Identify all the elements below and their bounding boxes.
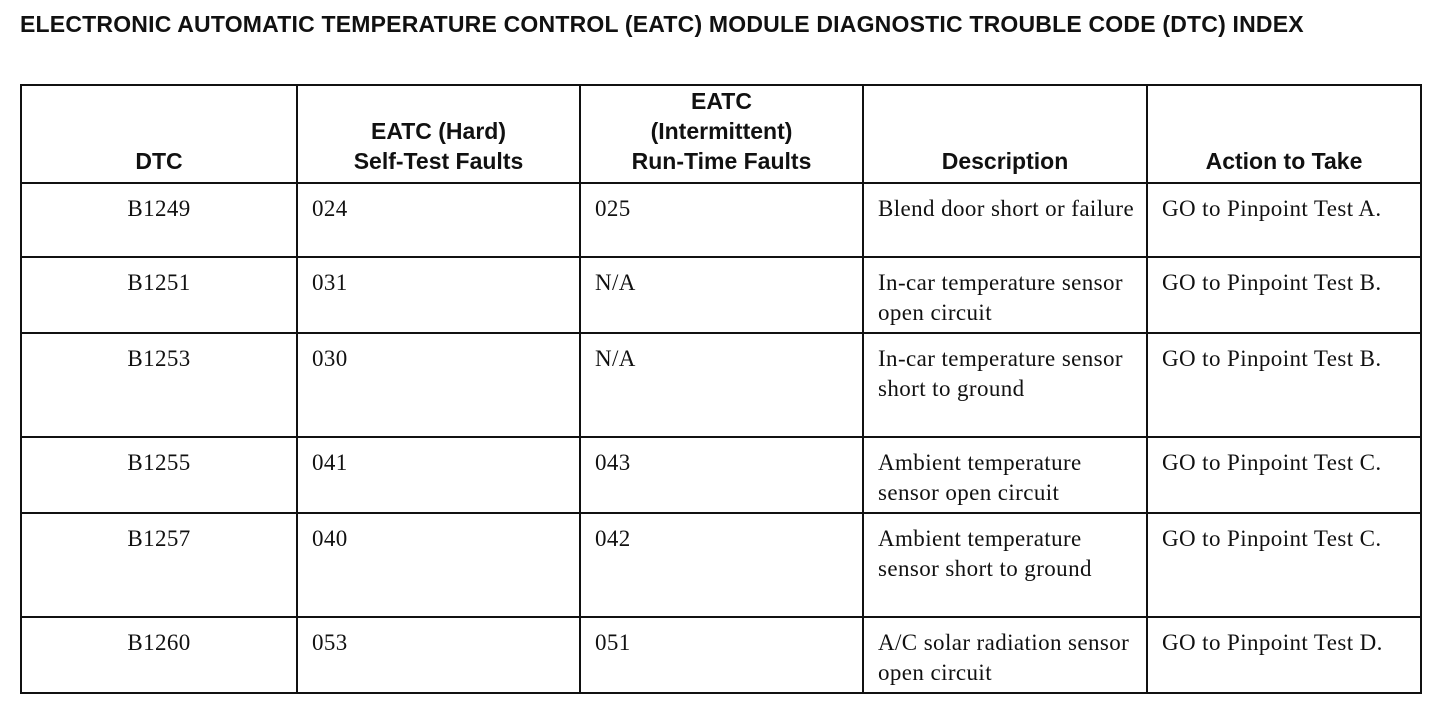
run-time-code: 025 — [580, 183, 863, 257]
dtc-code: B1255 — [21, 437, 297, 513]
description: Ambient temperature sensor open circuit — [863, 437, 1147, 513]
page-title: ELECTRONIC AUTOMATIC TEMPERATURE CONTROL (EATC) MODULE DIAGNOSTIC TROUBLE CODE (DTC) INDEX — [20, 11, 1304, 37]
run-time-code: N/A — [580, 257, 863, 333]
table-row — [21, 617, 1421, 693]
action-to-take: GO to Pinpoint Test B. — [1147, 257, 1421, 333]
action-to-take: GO to Pinpoint Test C. — [1147, 437, 1421, 513]
action-to-take: GO to Pinpoint Test C. — [1147, 513, 1421, 617]
run-time-code: N/A — [580, 333, 863, 437]
dtc-code: B1253 — [21, 333, 297, 437]
description: In-car temperature sensor open circuit — [863, 257, 1147, 333]
table-row — [21, 257, 1421, 333]
run-time-code: 042 — [580, 513, 863, 617]
description: Blend door short or failure — [863, 183, 1147, 257]
self-test-code: 030 — [297, 333, 580, 437]
header-action-label: Action to Take — [1205, 148, 1363, 174]
run-time-code: 043 — [580, 437, 863, 513]
dtc-code: B1260 — [21, 617, 297, 693]
self-test-code: 024 — [297, 183, 580, 257]
dtc-code: B1257 — [21, 513, 297, 617]
table-row — [21, 437, 1421, 513]
header-run-time-line2: (Intermittent) — [650, 118, 793, 144]
dtc-code: B1249 — [21, 183, 297, 257]
header-description-label: Description — [941, 148, 1069, 174]
action-to-take: GO to Pinpoint Test D. — [1147, 617, 1421, 693]
header-run-time-line3: Run-Time Faults — [631, 148, 812, 174]
header-row — [21, 85, 1421, 183]
header-self-test-faults — [297, 85, 580, 183]
table-row — [21, 513, 1421, 617]
header-self-test-line2: Self-Test Faults — [353, 148, 524, 174]
header-dtc-label: DTC — [135, 148, 183, 174]
description: A/C solar radiation sensor open circuit — [863, 617, 1147, 693]
self-test-code: 053 — [297, 617, 580, 693]
run-time-code: 051 — [580, 617, 863, 693]
description: Ambient temperature sensor short to ground — [863, 513, 1147, 617]
dtc-index-table — [20, 84, 1422, 694]
header-run-time-faults — [580, 85, 863, 183]
description: In-car temperature sensor short to ground — [863, 333, 1147, 437]
dtc-code: B1251 — [21, 257, 297, 333]
header-dtc — [21, 85, 297, 183]
header-action — [1147, 85, 1421, 183]
header-description — [863, 85, 1147, 183]
table-row — [21, 333, 1421, 437]
self-test-code: 041 — [297, 437, 580, 513]
action-to-take: GO to Pinpoint Test A. — [1147, 183, 1421, 257]
table-row — [21, 183, 1421, 257]
header-self-test-line1: EATC (Hard) — [370, 118, 506, 144]
header-run-time-line1: EATC — [691, 88, 752, 114]
self-test-code: 040 — [297, 513, 580, 617]
action-to-take: GO to Pinpoint Test B. — [1147, 333, 1421, 437]
self-test-code: 031 — [297, 257, 580, 333]
